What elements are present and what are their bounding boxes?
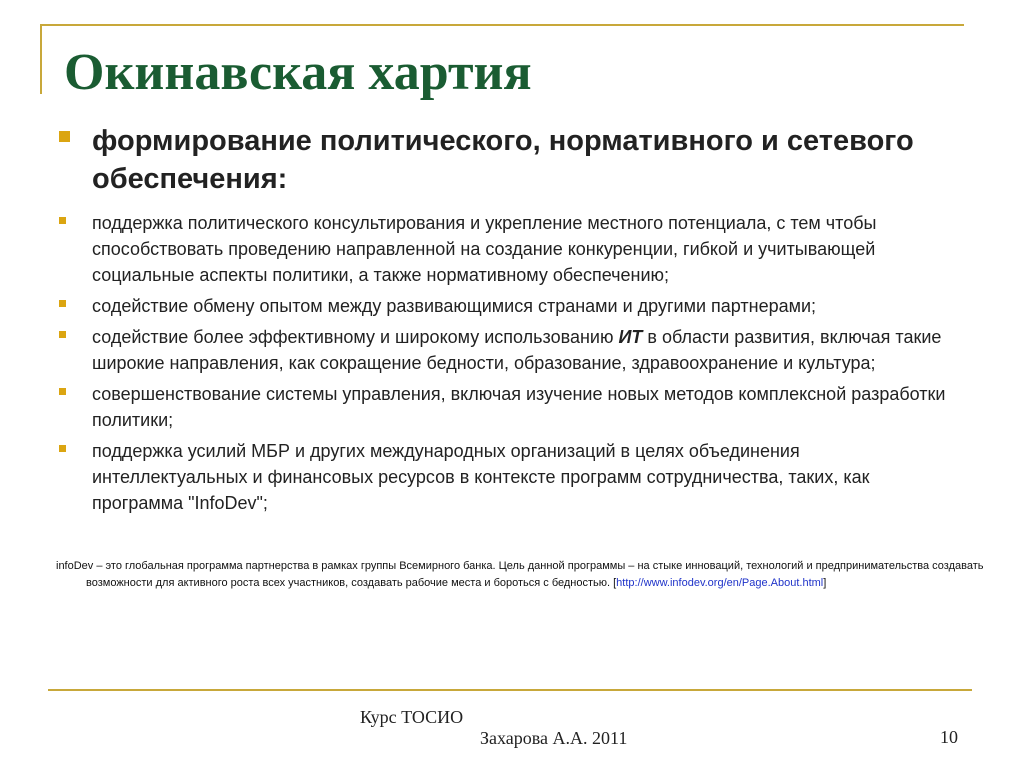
slide-content [56,122,956,521]
bottom-rule [48,689,972,691]
list-item-text: содействие обмену опытом между развивающимися странами и другими партнерами; [92,296,817,316]
lead-text: формирование политического, нормативного и сетевого обеспечения: [92,125,914,195]
left-rule [40,24,42,94]
footer-author: Захарова А.А. 2011 [480,728,628,748]
list-item-text-end: в области развития, включая такие широкие направления, как сокращение бедности, образование, здравоохранение и культура; [92,327,942,373]
top-rule [40,24,964,26]
square-bullet-icon [59,445,66,452]
square-bullet-icon [59,388,66,395]
list-item [56,381,956,433]
slide-title: Окинавская хартия [64,44,532,101]
list-item-text [92,327,941,373]
footnote-text: infoDev – это глобальная программа партнерства в рамках группы Всемирного банка. Цель данной программы – на стыке инноваций, технологий и предпринимательства создавать возможности для активного роста всех участников, создавать рабочие места и бороться с бедностью. [ [56,560,984,589]
list-item-text: совершенствование системы управления, включая изучение новых методов комплексной разработки политики; [92,384,946,430]
list-item [56,438,956,516]
list-item-text: поддержка усилий МБР и других международных организаций в целях объединения интеллектуальных и финансовых ресурсов в контексте программ сотрудничества, таких, как программа "InfoDev"; [92,441,870,513]
footer-course: Курс ТОСИО [360,707,464,727]
infodev-link[interactable]: http://www.infodev.org/en/Page.About.html [616,577,824,589]
it-emphasis: ИТ [618,327,643,347]
footnote [56,558,986,592]
footnote-close-bracket: ] [823,577,827,589]
list-item-text-start: содействие более эффективному и широкому использованию [92,327,619,347]
square-bullet-icon [59,131,70,142]
list-item [56,293,956,319]
lead-bullet [56,122,956,198]
list-item [56,324,956,376]
square-bullet-icon [59,217,66,224]
page-number: 10 [940,727,958,747]
square-bullet-icon [59,331,66,338]
list-item [56,210,956,288]
list-item-text: поддержка политического консультирования и укрепление местного потенциала, с тем чтобы способствовать проведению направленной на создание конкуренции, гибкой и учитывающей социальные аспекты политики, а также нормативному обеспечению; [92,213,877,285]
bullet-list [56,210,956,516]
square-bullet-icon [59,300,66,307]
